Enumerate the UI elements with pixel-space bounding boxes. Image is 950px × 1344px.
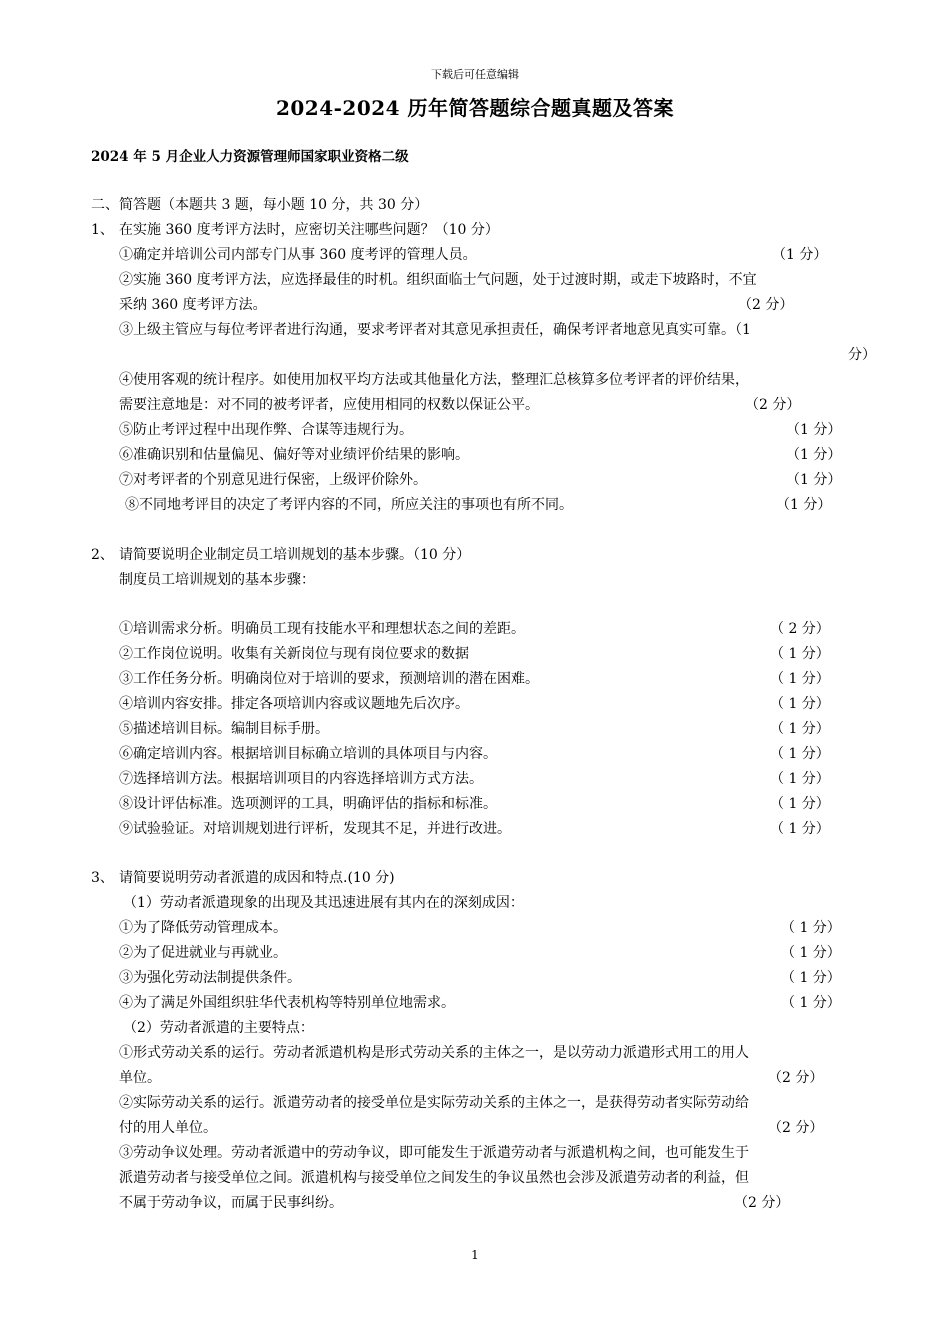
q1-item-4: ④使用客观的统计程序。如使用加权平均方法或其他量化方法，整理汇总核算多位考评者的评价结果，	[119, 372, 749, 388]
q3-part2-item-3-cont2: 不属于劳动争议，而属于民事纠纷。	[119, 1195, 343, 1211]
q2-item-8-score: （ 1 分）	[770, 796, 830, 812]
q1-question: 在实施 360 度考评方法时，应密切关注哪些问题？（10 分）	[119, 222, 499, 238]
q2-item-6: ⑥确定培训内容。根据培训目标确立培训的具体项目与内容。	[119, 746, 497, 762]
q1-item-4-score: （2 分）	[745, 397, 801, 413]
section-heading: 二、简答题（本题共 3 题，每小题 10 分，共 30 分）	[91, 197, 429, 213]
q2-item-7-score: （ 1 分）	[770, 771, 830, 787]
q3-part2-item-3: ③劳动争议处理。劳动者派遣中的劳动争议，即可能发生于派遣劳动者与派遣机构之间，也可能发生于	[119, 1145, 749, 1161]
q2-intro: 制度员工培训规划的基本步骤：	[119, 572, 315, 588]
q3-part2-item-2-score: （2 分）	[768, 1120, 824, 1136]
q2-item-3: ③工作任务分析。明确岗位对于培训的要求，预测培训的潜在困难。	[119, 671, 539, 687]
q3-part2-item-3-score: （2 分）	[734, 1195, 790, 1211]
q2-item-8: ⑧设计评估标准。选项测评的工具，明确评估的指标和标准。	[119, 796, 497, 812]
q3-part2-item-2-cont: 付的用人单位。	[119, 1120, 217, 1136]
q2-item-6-score: （ 1 分）	[770, 746, 830, 762]
q2-item-1-score: （ 2 分）	[770, 621, 830, 637]
q2-question: 请简要说明企业制定员工培训规划的基本步骤。（10 分）	[119, 547, 471, 563]
q1-item-2-score: （2 分）	[738, 297, 794, 313]
q1-item-6: ⑥准确识别和估量偏见、偏好等对业绩评价结果的影响。	[119, 447, 469, 463]
q1-item-4-cont: 需要注意地是：对不同的被考评者，应使用相同的权数以保证公平。	[119, 397, 539, 413]
q2-item-5: ⑤描述培训目标。编制目标手册。	[119, 721, 329, 737]
q3-part1-item-4: ④为了满足外国组织驻华代表机构等特别单位地需求。	[119, 995, 455, 1011]
q2-number: 2、	[91, 547, 114, 563]
q1-item-2: ②实施 360 度考评方法，应选择最佳的时机。组织面临士气问题，处于过渡时期，或走下坡路时，不宜	[119, 272, 757, 288]
q1-item-8-score: （1 分）	[776, 497, 832, 513]
q1-item-7: ⑦对考评者的个别意见进行保密，上级评价除外。	[119, 472, 427, 488]
q2-item-2: ②工作岗位说明。收集有关新岗位与现有岗位要求的数据	[119, 646, 469, 662]
q2-item-4: ④培训内容安排。排定各项培训内容或议题地先后次序。	[119, 696, 469, 712]
q3-number: 3、	[91, 870, 114, 886]
q3-part2-item-1-cont: 单位。	[119, 1070, 161, 1086]
q2-item-9: ⑨试验验证。对培训规划进行评析，发现其不足，并进行改进。	[119, 821, 511, 837]
q1-item-1-score: （1 分）	[772, 247, 828, 263]
q3-part2-heading: （2）劳动者派遣的主要特点：	[123, 1020, 314, 1036]
q3-part1-item-4-score: （ 1 分）	[781, 995, 841, 1011]
page-title: 2024-2024 历年简答题综合题真题及答案	[275, 96, 675, 120]
q2-item-1: ①培训需求分析。明确员工现有技能水平和理想状态之间的差距。	[119, 621, 525, 637]
q2-item-7: ⑦选择培训方法。根据培训项目的内容选择培训方式方法。	[119, 771, 483, 787]
q2-item-3-score: （ 1 分）	[770, 671, 830, 687]
q1-item-8: ⑧不同地考评目的决定了考评内容的不同，所应关注的事项也有所不同。	[125, 497, 573, 513]
q2-item-2-score: （ 1 分）	[770, 646, 830, 662]
q3-part2-item-2: ②实际劳动关系的运行。派遣劳动者的接受单位是实际劳动关系的主体之一，是获得劳动者实际劳动给	[119, 1095, 749, 1111]
q1-item-2-cont: 采纳 360 度考评方法。	[119, 297, 267, 313]
q2-item-5-score: （ 1 分）	[770, 721, 830, 737]
q1-item-5: ⑤防止考评过程中出现作弊、合谋等违规行为。	[119, 422, 413, 438]
q3-part1-item-3-score: （ 1 分）	[781, 970, 841, 986]
q1-item-7-score: （1 分）	[786, 472, 842, 488]
q3-part1-item-2: ②为了促进就业与再就业。	[119, 945, 287, 961]
exam-subtitle: 2024 年 5 月企业人力资源管理师国家职业资格二级	[91, 149, 409, 165]
q1-item-6-score: （1 分）	[786, 447, 842, 463]
q1-number: 1、	[91, 222, 114, 238]
q2-item-4-score: （ 1 分）	[770, 696, 830, 712]
q3-part2-item-1: ①形式劳动关系的运行。劳动者派遣机构是形式劳动关系的主体之一，是以劳动力派遣形式用工的用人	[119, 1045, 749, 1061]
page-number: 1	[471, 1248, 479, 1262]
q3-part1-item-3: ③为强化劳动法制提供条件。	[119, 970, 301, 986]
header-note: 下载后可任意编辑	[431, 68, 519, 81]
q3-question: 请简要说明劳动者派遣的成因和特点.(10 分)	[119, 870, 395, 886]
q3-part1-item-1: ①为了降低劳动管理成本。	[119, 920, 287, 936]
q1-item-3: ③上级主管应与每位考评者进行沟通，要求考评者对其意见承担责任，确保考评者地意见真实可靠。（1	[119, 322, 751, 338]
q3-part2-item-1-score: （2 分）	[768, 1070, 824, 1086]
q3-part2-item-3-cont: 派遣劳动者与接受单位之间。派遣机构与接受单位之间发生的争议虽然也会涉及派遣劳动者的利益，但	[119, 1170, 749, 1186]
q3-part1-item-2-score: （ 1 分）	[781, 945, 841, 961]
q1-item-1: ①确定并培训公司内部专门从事 360 度考评的管理人员。	[119, 247, 477, 263]
q1-item-3-cont: 分）	[848, 347, 876, 363]
q1-item-5-score: （1 分）	[786, 422, 842, 438]
q3-part1-item-1-score: （ 1 分）	[781, 920, 841, 936]
q3-part1-heading: （1）劳动者派遣现象的出现及其迅速进展有其内在的深刻成因：	[123, 895, 524, 911]
q2-item-9-score: （ 1 分）	[770, 821, 830, 837]
